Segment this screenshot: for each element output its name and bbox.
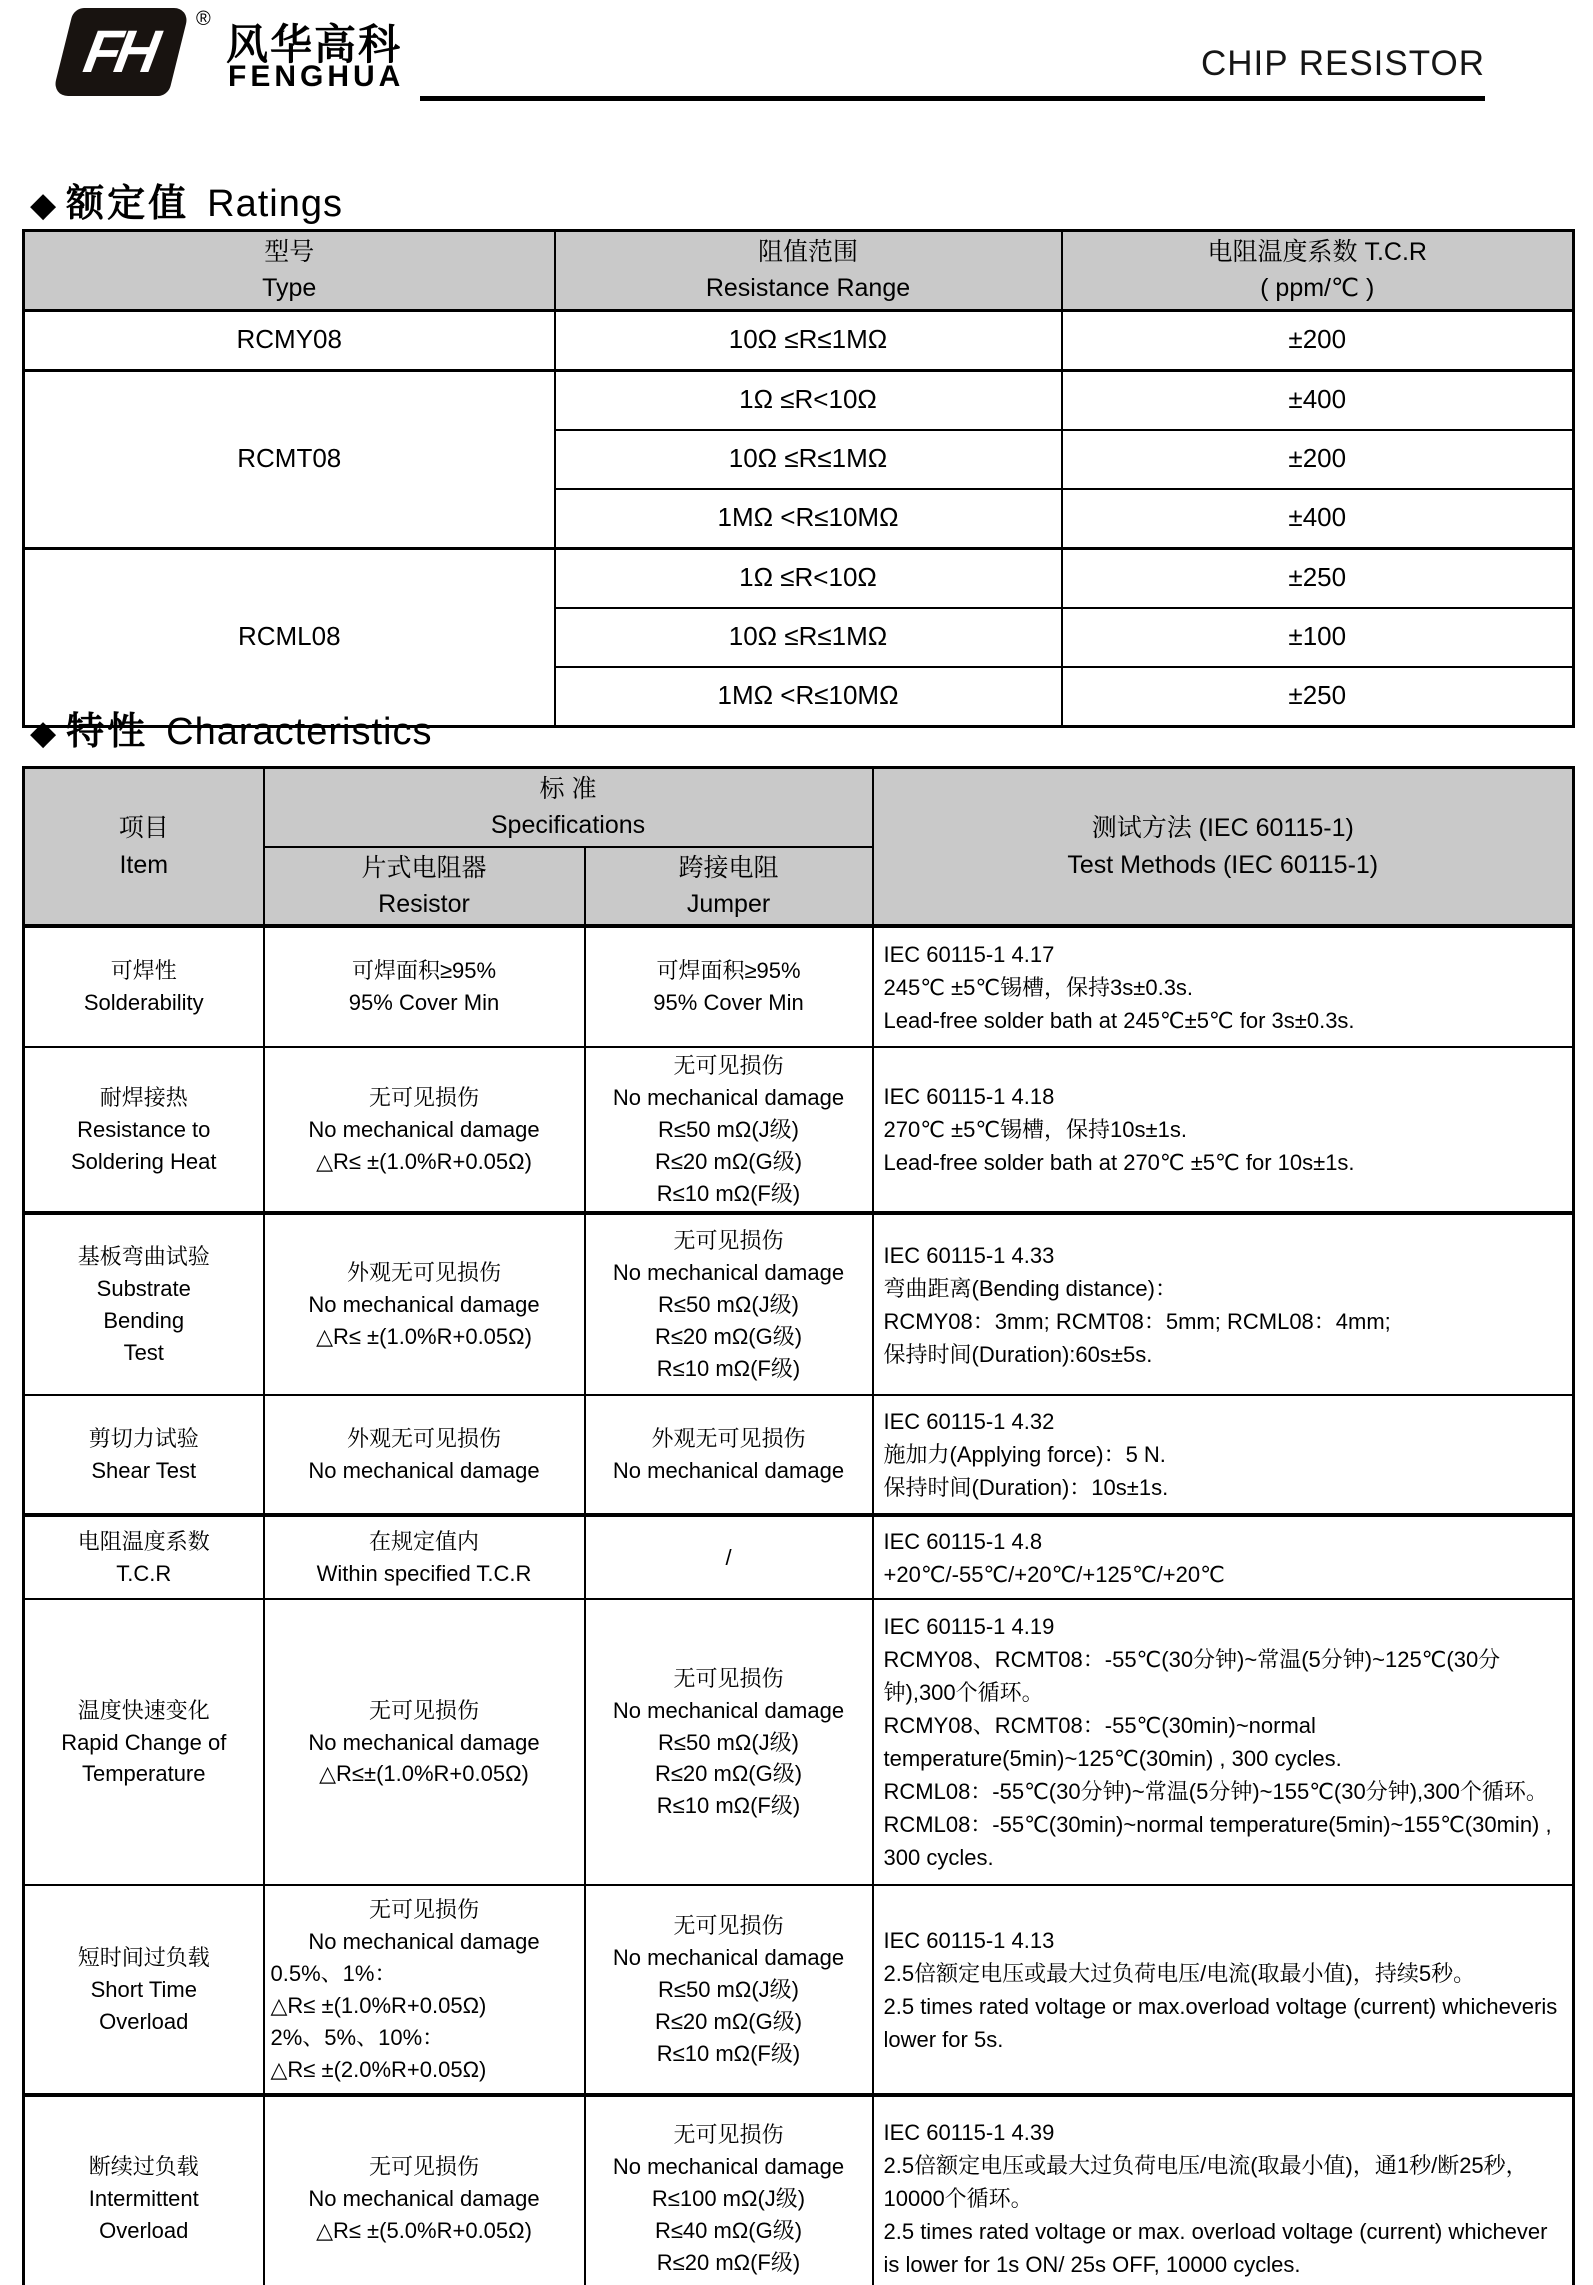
test-line: RCMY08、RCMT08：-55℃(30min)~normal temperature(5min)~125℃(30min) , 300 cycles. [883,1713,1342,1772]
resistor-spec-cell [264,2095,585,2285]
test-method-cell [873,1047,1574,1213]
item-line: 电阻温度系数 [77,1529,210,1555]
spec-line: R≤50 mΩ(J级) [658,1729,799,1755]
test-line: 2.5 times rated voltage or max.overload voltage (current) whicheveris lower for 5s. [883,1993,1558,2052]
test-line: IEC 60115-1 4.19 [883,1614,1055,1640]
range-cell: 1MΩ <R≤10MΩ [555,667,1062,727]
test-line: IEC 60115-1 4.18 [883,1084,1055,1110]
item-line: Intermittent [88,2185,199,2211]
range-cell: 10Ω ≤R≤1MΩ [555,430,1062,489]
spec-line: 外观无可见损伤 [651,1426,806,1452]
test-line: IEC 60115-1 4.8 [883,1528,1043,1554]
test-line: IEC 60115-1 4.33 [883,1242,1055,1268]
test-line: 2.5倍额定电压或最大过负荷电压/电流(取最小值)，通1秒/断25秒，10000个循环。 [883,2153,1528,2212]
spec-line: 无可见损伤 [368,1897,479,1923]
col-test-en: Test Methods (IEC 60115-1) [1067,850,1379,879]
spec-line: No mechanical damage [612,2153,845,2179]
resistor-spec-cell [264,1047,585,1213]
item-cell [24,1213,264,1395]
type-cell: RCML08 [24,548,555,726]
row-rapid-change-of-temperature [24,1599,1574,1885]
row-tcr [24,1515,1574,1599]
spec-line: No mechanical damage [612,1697,845,1723]
row-solderability [24,926,1574,1047]
header-rule [420,96,1485,101]
item-line: Bending [103,1307,185,1333]
resistor-spec-cell [264,1213,585,1395]
spec-line: R≤10 mΩ(F级) [656,1793,801,1819]
tcr-cell: ±100 [1062,608,1574,667]
spec-line: R≤20 mΩ(G级) [654,1761,803,1787]
table-row [24,548,1574,608]
spec-line: △R≤ ±(1.0%R+0.05Ω) [316,1323,532,1349]
spec-line: No mechanical damage [308,1457,540,1483]
col-resistance-range [555,231,1062,311]
test-method-cell [873,1515,1574,1599]
spec-line: 在规定值内 [368,1529,479,1555]
item-line: Shear Test [91,1457,197,1483]
col-test-cn: 测试方法 (IEC 60115-1) [1091,814,1354,843]
spec-line: R≤50 mΩ(J级) [658,1977,799,2002]
test-method-cell [873,1395,1574,1515]
jumper-spec-cell [585,1599,873,1885]
item-line: Soldering Heat [70,1148,217,1174]
spec-line: 外观无可见损伤 [346,1260,501,1286]
spec-line: 无可见损伤 [368,1084,479,1110]
col-type [24,231,555,311]
row-short-time-overload [24,1885,1574,2095]
resistor-spec-cell [264,1599,585,1885]
col-type-en: Type [262,274,317,303]
item-line: 温度快速变化 [77,1697,210,1723]
fenghua-logo-icon [55,8,187,96]
col-tcr [1062,231,1574,311]
characteristics-table [22,766,1575,2285]
spec-line: △R≤±(1.0%R+0.05Ω) [319,1761,529,1787]
resistor-spec-cell [264,1885,585,2095]
tcr-cell: ±400 [1062,489,1574,549]
ratings-header-row [24,231,1574,311]
col-resistor [264,847,585,927]
ratings-heading-en: Ratings [207,183,344,225]
characteristics-header-row-1 [24,768,1574,847]
col-tcr-cn: 电阻温度系数 T.C.R [1207,238,1427,266]
spec-line: △R≤ ±(1.0%R+0.05Ω) [270,1992,487,2018]
item-cell [24,1395,264,1515]
range-cell: 10Ω ≤R≤1MΩ [555,608,1062,667]
test-line: RCML08：-55℃(30min)~normal temperature(5min)~155℃(30min) , 300 cycles. [883,1812,1552,1871]
spec-line: 无可见损伤 [673,1228,784,1254]
test-line: Lead-free solder bath at 270℃ ±5℃ for 10s±1s. [883,1150,1355,1176]
col-resistor-cn: 片式电阻器 [361,853,487,882]
row-substrate-bending-test [24,1213,1574,1395]
col-tcr-en: ( ppm/℃ ) [1260,274,1375,303]
test-line: 2.5 times rated voltage or max. overload voltage (current) whichever is lower for 1s ON/ 25s OFF, 10000 cycles. [883,2219,1548,2278]
spec-line: R≤20 mΩ(G级) [654,1148,803,1174]
col-test-methods [873,768,1574,927]
item-line: 短时间过负载 [77,1945,210,1971]
spec-line: R≤10 mΩ(F级) [656,1355,801,1381]
spec-line: R≤50 mΩ(J级) [658,1116,799,1142]
spec-line: No mechanical damage [308,2185,540,2211]
item-line: 剪切力试验 [88,1426,199,1452]
spec-line: R≤10 mΩ(F级) [656,2040,801,2066]
test-line: IEC 60115-1 4.13 [883,1927,1055,1953]
item-line: Temperature [81,1761,206,1787]
diamond-icon: ◆ [30,714,57,752]
col-jumper-cn: 跨接电阻 [678,853,779,882]
item-line: 断续过负载 [88,2153,199,2179]
item-cell [24,1885,264,2095]
spec-line: △R≤ ±(1.0%R+0.05Ω) [316,1148,532,1174]
col-range-en: Resistance Range [705,274,911,303]
spec-line: R≤10 mΩ(F级) [656,1180,801,1206]
jumper-spec-cell [585,926,873,1047]
row-intermittent-overload [24,2095,1574,2285]
diamond-icon: ◆ [30,186,57,224]
spec-line: 95% Cover Min [348,990,500,1015]
test-line: 2.5倍额定电压或最大过负荷电压/电流(取最小值)，持续5秒。 [883,1960,1476,1986]
tcr-cell: ±200 [1062,310,1574,370]
jumper-spec-cell [585,1213,873,1395]
test-line: 施加力(Applying force)：5 N. [883,1442,1166,1468]
doc-title: CHIP RESISTOR [1201,44,1485,83]
ratings-heading [30,172,343,227]
item-line: Overload [99,2217,189,2243]
registered-trademark-icon: ® [196,8,211,30]
test-line: RCML08：-55℃(30分钟)~常温(5分钟)~155℃(30分钟),300个循环。 [883,1779,1548,1805]
spec-line: △R≤ ±(5.0%R+0.05Ω) [316,2217,532,2243]
range-cell: 1Ω ≤R<10Ω [555,370,1062,430]
col-specifications [264,768,873,847]
item-line: Rapid Change of [61,1729,227,1755]
resistor-spec-cell [264,926,585,1047]
type-cell: RCMT08 [24,370,555,548]
test-method-cell [873,1885,1574,2095]
row-resistance-to-soldering-heat [24,1047,1574,1213]
item-line: 可焊性 [110,958,177,984]
row-shear-test [24,1395,1574,1515]
col-spec-cn: 标 准 [539,775,597,803]
ratings-heading-cn: 额定值 [66,183,190,225]
type-cell: RCMY08 [24,310,555,370]
tcr-cell: ±400 [1062,370,1574,430]
jumper-spec-cell [585,1395,873,1515]
test-line: RCMY08、RCMT08：-55℃(30分钟)~常温(5分钟)~125℃(30分钟),300个循环。 [883,1647,1501,1706]
spec-line: 无可见损伤 [673,2121,784,2147]
brand-name-cn: 风华高科 [226,21,403,68]
spec-line: 外观无可见损伤 [346,1426,501,1452]
item-cell [24,926,264,1047]
spec-line: / [725,1545,732,1570]
item-cell [24,1047,264,1213]
resistor-spec-cell [264,1395,585,1515]
spec-line: 可焊面积≥95% [351,958,497,984]
col-spec-en: Specifications [490,811,646,840]
item-line: 基板弯曲试验 [77,1244,210,1270]
table-row [24,370,1574,430]
test-line: +20℃/-55℃/+20℃/+125℃/+20℃ [883,1561,1225,1587]
jumper-spec-cell [585,2095,873,2285]
spec-line: 无可见损伤 [673,1913,784,1939]
col-resistor-en: Resistor [378,889,470,918]
test-line: RCMY08：3mm; RCMT08：5mm; RCML08：4mm; [883,1308,1391,1334]
spec-line: 95% Cover Min [653,990,804,1015]
spec-line: R≤20 mΩ(F级) [656,2249,801,2275]
range-cell: 10Ω ≤R≤1MΩ [555,310,1062,370]
spec-line: R≤20 mΩ(G级) [654,2008,803,2034]
item-line: Short Time [90,1977,197,2002]
col-jumper-en: Jumper [686,889,771,918]
jumper-spec-cell [585,1885,873,2095]
col-type-cn: 型号 [264,238,315,266]
range-cell: 1Ω ≤R<10Ω [555,548,1062,608]
item-cell [24,2095,264,2285]
col-item [24,768,264,927]
test-line: 保持时间(Duration)：10s±1s. [883,1475,1169,1501]
item-line: Substrate [96,1276,191,1302]
ratings-table [22,229,1575,728]
test-line: 270℃ ±5℃锡槽，保持10s±1s. [883,1117,1187,1143]
item-line: 耐焊接热 [99,1084,188,1110]
logo-monogram-text: FH [79,18,160,85]
item-line: T.C.R [116,1560,172,1586]
test-method-cell [873,926,1574,1047]
spec-line: No mechanical damage [308,1116,540,1142]
logo-monogram-shape [52,8,190,96]
spec-line: 0.5%、1%： [270,1961,397,1987]
test-method-cell [873,1213,1574,1395]
range-cell: 1MΩ <R≤10MΩ [555,489,1062,549]
test-line: 245℃ ±5℃锡槽，保持3s±0.3s. [883,974,1194,1000]
spec-line: No mechanical damage [308,1729,540,1755]
spec-line: No mechanical damage [612,1260,845,1286]
characteristics-heading-cn: 特性 [66,711,149,753]
characteristics-heading [30,700,432,755]
test-method-cell [873,2095,1574,2285]
spec-line: 无可见损伤 [673,1053,784,1078]
col-item-cn: 项目 [118,814,169,843]
spec-line: R≤50 mΩ(J级) [658,1292,799,1317]
tcr-cell: ±250 [1062,548,1574,608]
test-line: IEC 60115-1 4.32 [883,1409,1055,1435]
spec-line: 无可见损伤 [368,1697,479,1723]
spec-line: No mechanical damage [308,1929,540,1955]
col-item-en: Item [119,850,169,879]
spec-line: No mechanical damage [612,1945,845,1971]
spec-line: R≤20 mΩ(G级) [654,1323,803,1349]
item-line: Solderability [83,990,204,1015]
spec-line: 2%、5%、10%： [270,2024,445,2050]
spec-line: 无可见损伤 [368,2153,479,2179]
item-line: Overload [99,2008,189,2034]
spec-line: No mechanical damage [612,1084,845,1110]
item-cell [24,1515,264,1599]
item-line: Resistance to [77,1116,211,1142]
jumper-spec-cell [585,1515,873,1599]
spec-line: No mechanical damage [612,1457,845,1483]
col-range-cn: 阻值范围 [757,238,858,266]
brand-name-en: FENGHUA [228,60,405,93]
col-jumper [585,847,873,927]
test-line: Lead-free solder bath at 245℃±5℃ for 3s±0.3s. [883,1007,1355,1033]
spec-line: △R≤ ±(2.0%R+0.05Ω) [270,2056,487,2082]
resistor-spec-cell [264,1515,585,1599]
test-line: IEC 60115-1 4.39 [883,2120,1055,2146]
spec-line: 可焊面积≥95% [656,958,801,984]
spec-line: No mechanical damage [308,1292,540,1317]
spec-line: R≤100 mΩ(J级) [651,2185,806,2211]
item-line: Test [123,1339,164,1365]
test-method-cell [873,1599,1574,1885]
tcr-cell: ±250 [1062,667,1574,727]
test-line: IEC 60115-1 4.17 [883,941,1055,967]
item-cell [24,1599,264,1885]
spec-line: R≤40 mΩ(G级) [654,2217,803,2243]
table-row [24,310,1574,370]
test-line: 弯曲距离(Bending distance)： [883,1275,1177,1301]
test-line: 保持时间(Duration):60s±5s. [883,1341,1153,1367]
tcr-cell: ±200 [1062,430,1574,489]
characteristics-heading-en: Characteristics [166,711,433,753]
jumper-spec-cell [585,1047,873,1213]
spec-line: Within specified T.C.R [316,1560,532,1586]
spec-line: 无可见损伤 [673,1665,784,1691]
